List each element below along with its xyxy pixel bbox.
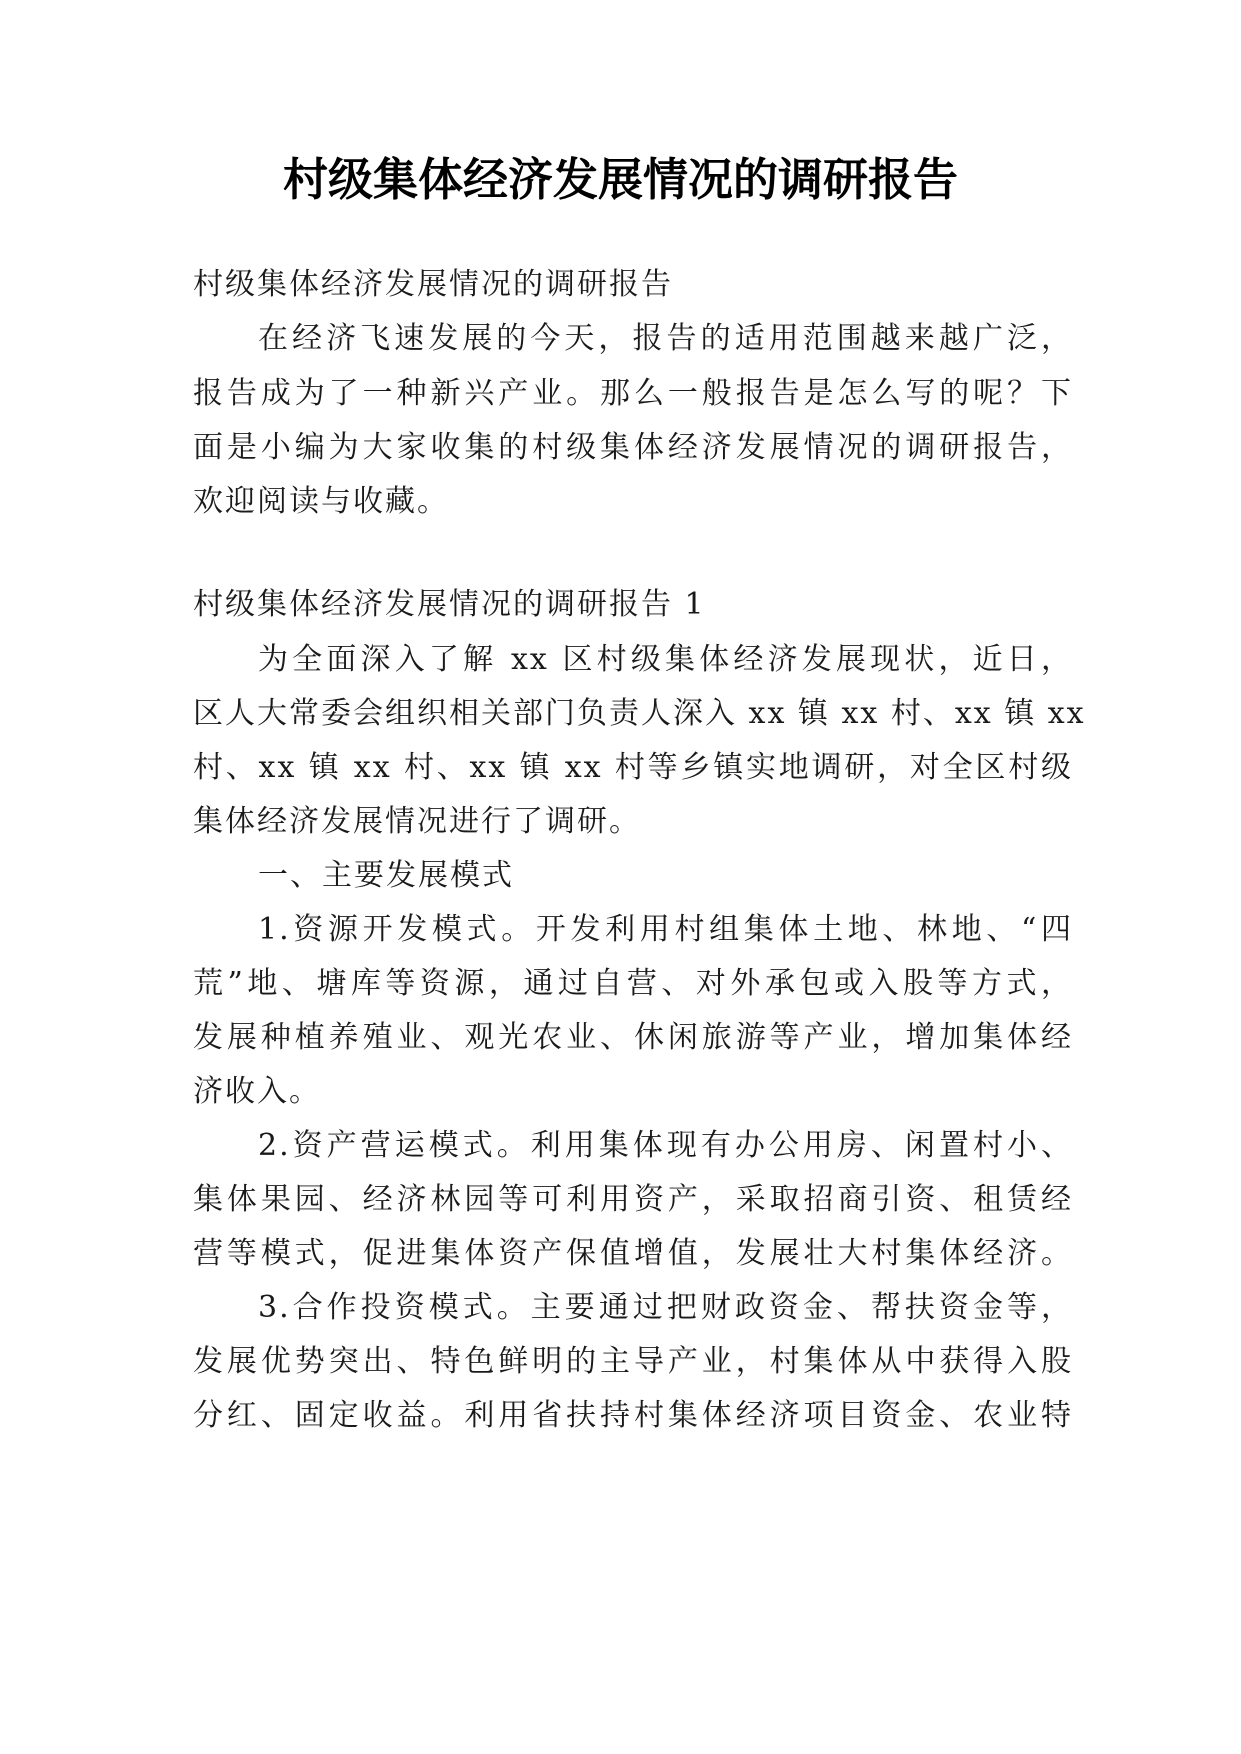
paragraph-line: 2.资产营运模式。利用集体现有办公用房、闲置村小、 — [258, 1128, 1073, 1163]
intro-line: 在经济飞速发展的今天，报告的适用范围越来越广泛， — [258, 321, 1073, 356]
paragraph-line: 营等模式，促进集体资产保值增值，发展壮大村集体经济。 — [193, 1236, 1073, 1271]
paragraph-line: 为全面深入了解 xx 区村级集体经济发展现状，近日， — [258, 642, 1073, 677]
paragraph-line: 3.合作投资模式。主要通过把财政资金、帮扶资金等， — [258, 1290, 1073, 1325]
paragraph-line: 1.资源开发模式。开发利用村组集体土地、林地、“四 — [258, 912, 1073, 947]
paragraph-line: 济收入。 — [193, 1074, 321, 1109]
paragraph-line: 区人大常委会组织相关部门负责人深入 xx 镇 xx 村、xx 镇 xx — [193, 696, 1086, 731]
section-heading: 村级集体经济发展情况的调研报告 1 — [193, 587, 706, 622]
paragraph-line: 村、xx 镇 xx 村、xx 镇 xx 村等乡镇实地调研，对全区村级 — [193, 750, 1073, 785]
paragraph-line: 荒”地、塘库等资源，通过自营、对外承包或入股等方式， — [193, 966, 1073, 1001]
paragraph-line: 集体经济发展情况进行了调研。 — [193, 804, 641, 839]
intro-line: 报告成为了一种新兴产业。那么一般报告是怎么写的呢？下 — [193, 376, 1073, 411]
intro-line: 欢迎阅读与收藏。 — [193, 484, 449, 519]
paragraph-line: 分红、固定收益。利用省扶持村集体经济项目资金、农业特 — [193, 1398, 1073, 1433]
document-title: 村级集体经济发展情况的调研报告 — [282, 153, 958, 206]
intro-line: 面是小编为大家收集的村级集体经济发展情况的调研报告， — [193, 430, 1073, 465]
subtitle-line: 村级集体经济发展情况的调研报告 — [193, 267, 673, 302]
paragraph-line: 发展优势突出、特色鲜明的主导产业，村集体从中获得入股 — [193, 1344, 1073, 1379]
paragraph-line: 集体果园、经济林园等可利用资产，采取招商引资、租赁经 — [193, 1182, 1073, 1217]
subheading-line: 一、主要发展模式 — [258, 858, 514, 893]
paragraph-line: 发展种植养殖业、观光农业、休闲旅游等产业，增加集体经 — [193, 1020, 1073, 1055]
